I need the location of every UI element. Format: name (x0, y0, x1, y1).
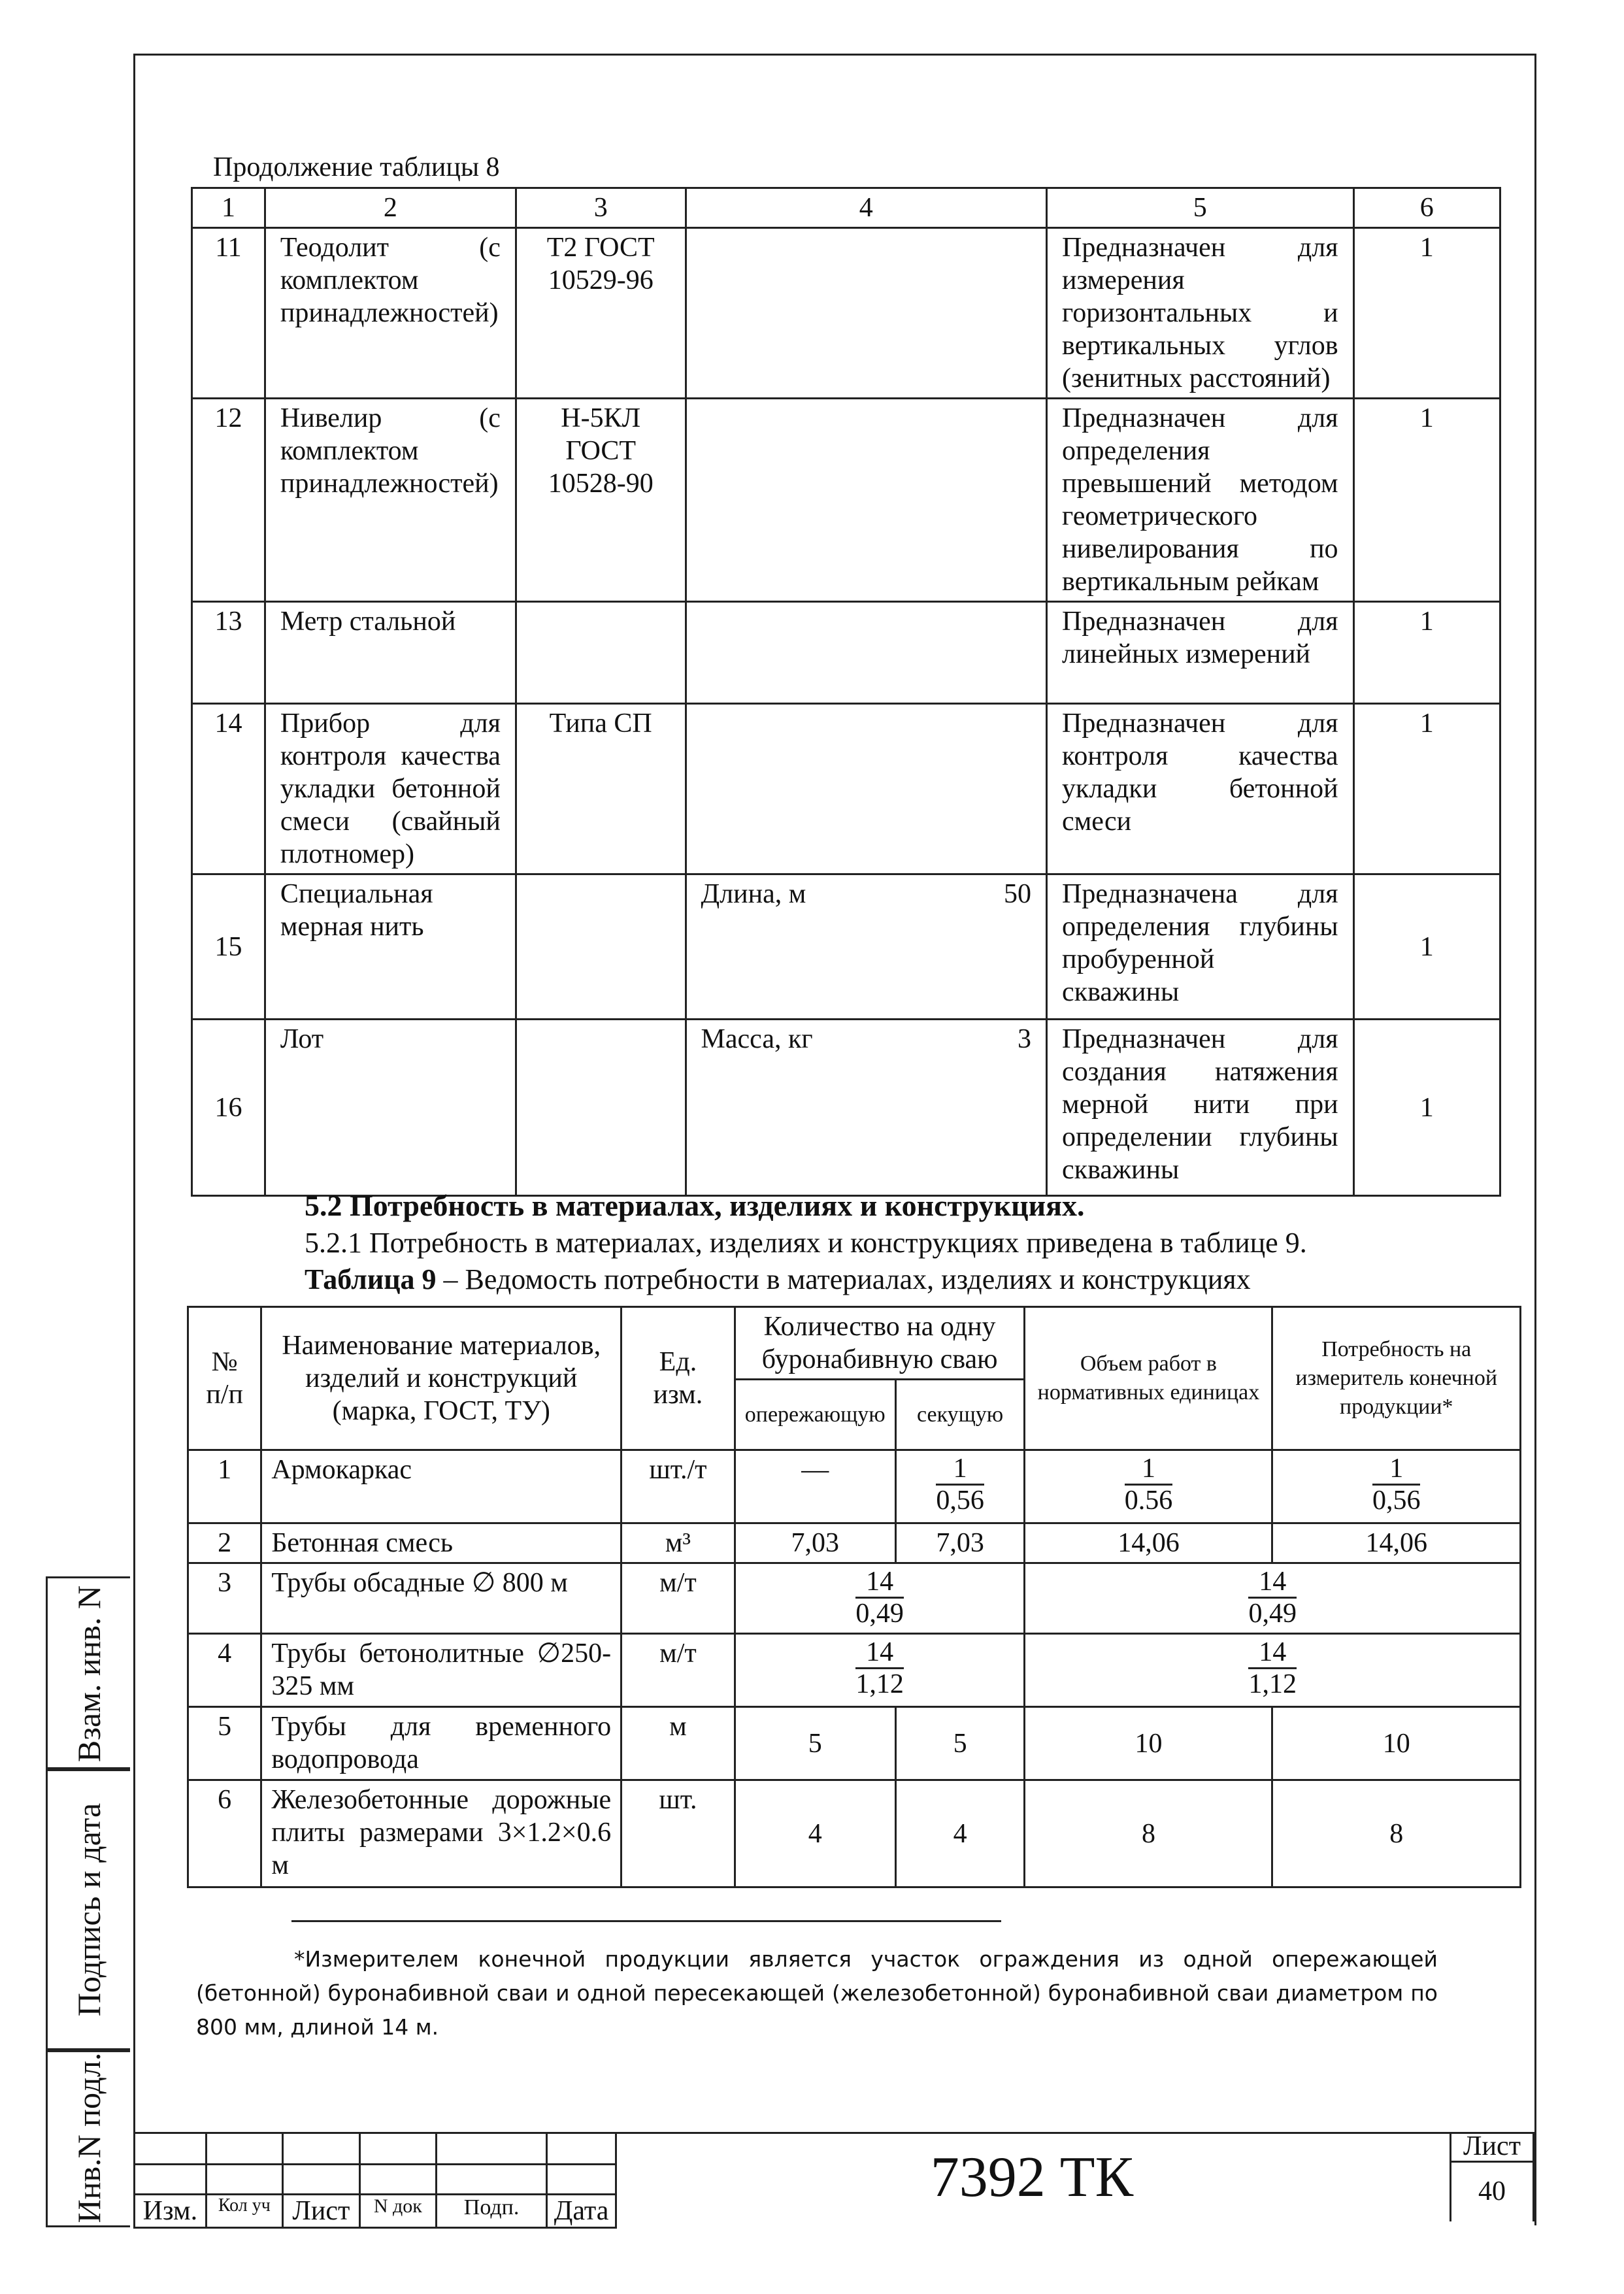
row-number: 16 (192, 1020, 265, 1196)
material-unit: м/т (621, 1563, 735, 1634)
header-unit: Ед. изм. (621, 1307, 735, 1450)
table9-row (188, 1450, 1521, 1523)
fraction-numerator: 14 (855, 1637, 904, 1669)
revision-col-label: Подп. (437, 2195, 547, 2228)
qty-leading: 7,03 (735, 1523, 895, 1563)
table9-row (188, 1563, 1521, 1634)
header-secant: секущую (895, 1380, 1025, 1450)
instrument-purpose: Предназначен для измерения горизонтальных и вертикальных углов (зенитных расстояний) (1047, 228, 1354, 399)
fraction-numerator: 1 (936, 1454, 984, 1486)
table8-row (192, 1020, 1500, 1196)
instrument-purpose: Предназначен для определения превышений методом геометрического нивелирования по вертикальным рейкам (1047, 399, 1354, 602)
instrument-qty: 1 (1353, 874, 1500, 1020)
header-need: Потребность на измеритель конечной продукции* (1272, 1307, 1521, 1450)
table8-header-cell: 5 (1047, 188, 1354, 228)
revision-col-label: Кол уч (206, 2195, 282, 2228)
instrument-type (516, 874, 686, 1020)
instrument-type: Т2 ГОСТ 10529-96 (516, 228, 686, 399)
instrument-param (686, 602, 1047, 704)
instrument-type (516, 602, 686, 704)
qty-merged (735, 1563, 1025, 1634)
instrument-name: Лот (265, 1020, 516, 1196)
need: 10 (1272, 1707, 1521, 1780)
row-number: 5 (188, 1707, 261, 1780)
material-unit: шт./т (621, 1450, 735, 1523)
row-number: 2 (188, 1523, 261, 1563)
fraction-denominator: 0.56 (1124, 1486, 1173, 1516)
table9-row (188, 1780, 1521, 1887)
title-block (133, 2131, 1533, 2226)
table9-row (188, 1523, 1521, 1563)
param-value: 50 (1004, 879, 1032, 909)
instrument-name: Метр стальной (265, 602, 516, 704)
qty-leading: 5 (735, 1707, 895, 1780)
material-name: Трубы бетонолитные ∅250-325 мм (261, 1634, 621, 1707)
instrument-param (686, 704, 1047, 874)
fraction-numerator: 1 (1372, 1454, 1421, 1486)
table8 (191, 187, 1501, 1197)
table9-row (188, 1634, 1521, 1707)
instrument-param (686, 874, 1047, 1020)
instrument-qty: 1 (1353, 228, 1500, 399)
material-unit: м (621, 1707, 735, 1780)
need (1272, 1450, 1521, 1523)
side-label: Подпись и дата (71, 1803, 107, 2017)
header-leading: опережающую (735, 1380, 895, 1450)
document-code: 7392 ТК (930, 2146, 1134, 2209)
instrument-purpose: Предназначен для линейных измерений (1047, 602, 1354, 704)
table8-row (192, 704, 1500, 874)
table8-header-cell: 4 (686, 188, 1047, 228)
row-number: 12 (192, 399, 265, 602)
instrument-name: Прибор для контроля качества укладки бетонной смеси (свайный плотномер) (265, 704, 516, 874)
param-label: Длина, м (701, 879, 806, 909)
fraction-denominator: 0,56 (936, 1486, 984, 1516)
revision-col-label: N док (359, 2195, 436, 2228)
side-stamp-signature (46, 1767, 130, 2052)
table8-header-cell: 3 (516, 188, 686, 228)
material-unit: м³ (621, 1523, 735, 1563)
volume-merged (1025, 1634, 1521, 1707)
instrument-param (686, 399, 1047, 602)
fraction-numerator: 1 (1125, 1454, 1173, 1486)
instrument-name: Теодолит (с комплектом принадлежностей) (265, 228, 516, 399)
side-stamp-replace (46, 1576, 130, 1771)
revision-grid (133, 2132, 617, 2229)
section-paragraph: 5.2.1 Потребность в материалах, изделиях и конструкциях приведена в таблице 9. (305, 1227, 1307, 1259)
volume-merged (1025, 1563, 1521, 1634)
instrument-name: Нивелир (с комплектом принадлежностей) (265, 399, 516, 602)
material-unit: шт. (621, 1780, 735, 1887)
header-quantity: Количество на одну буронабивную сваю (735, 1307, 1025, 1380)
side-label: Инв.N подл. (71, 2052, 107, 2223)
qty-secant (895, 1450, 1025, 1523)
row-number: 11 (192, 228, 265, 399)
row-number: 4 (188, 1634, 261, 1707)
table8-header-cell: 1 (192, 188, 265, 228)
sheet-box (1450, 2132, 1534, 2221)
qty-merged (735, 1634, 1025, 1707)
material-name: Железобетонные дорожные плиты размерами 3×1.2×0.6 м (261, 1780, 621, 1887)
table8-row (192, 399, 1500, 602)
header-name: Наименование материалов, изделий и конструкций (марка, ГОСТ, ТУ) (261, 1307, 621, 1450)
need: 8 (1272, 1780, 1521, 1887)
header-volume: Объем работ в нормативных единицах (1025, 1307, 1272, 1450)
table8-row (192, 228, 1500, 399)
table9-caption-text: – Ведомость потребности в материалах, изделиях и конструкциях (436, 1263, 1251, 1295)
instrument-qty: 1 (1353, 399, 1500, 602)
instrument-type (516, 1020, 686, 1196)
instrument-param (686, 1020, 1047, 1196)
row-number: 15 (192, 874, 265, 1020)
table8-row (192, 602, 1500, 704)
work-volume (1025, 1450, 1272, 1523)
instrument-type: Типа СП (516, 704, 686, 874)
section-heading: 5.2 Потребность в материалах, изделиях и конструкциях. (305, 1189, 1085, 1222)
table9-caption-label: Таблица 9 (305, 1263, 437, 1295)
sheet-number: 40 (1478, 2176, 1506, 2206)
row-number: 3 (188, 1563, 261, 1634)
revision-col-label: Дата (547, 2195, 616, 2228)
fraction-numerator: 14 (1248, 1637, 1297, 1669)
fraction-numerator: 14 (1248, 1567, 1297, 1599)
header-number: № п/п (188, 1307, 261, 1450)
table8-header-cell: 2 (265, 188, 516, 228)
table9 (187, 1306, 1521, 1888)
footnote: *Измерителем конечной продукции является участок ограждения из одной опережающей (бетонной) буронабивной сваи и одной пересекающей (железобетонной) буронабивной сваи диаметром по 800 мм, длиной 14 м. (196, 1946, 1438, 2040)
work-volume: 10 (1025, 1707, 1272, 1780)
fraction-denominator: 1,12 (855, 1669, 904, 1699)
fraction-denominator: 0,49 (1248, 1599, 1297, 1629)
material-name: Армокаркас (261, 1450, 621, 1523)
row-number: 14 (192, 704, 265, 874)
instrument-type: Н-5КЛ ГОСТ 10528-90 (516, 399, 686, 602)
qty-leading: 4 (735, 1780, 895, 1887)
instrument-purpose: Предназначена для определения глубины пробуренной скважины (1047, 874, 1354, 1020)
qty-secant: 4 (895, 1780, 1025, 1887)
qty-secant: 7,03 (895, 1523, 1025, 1563)
param-value: 3 (1018, 1024, 1032, 1054)
param-label: Масса, кг (701, 1024, 813, 1054)
fraction-numerator: 14 (855, 1567, 904, 1599)
row-number: 1 (188, 1450, 261, 1523)
fraction-denominator: 0,49 (855, 1599, 904, 1629)
side-label: Взам. инв. N (71, 1585, 107, 1763)
work-volume: 8 (1025, 1780, 1272, 1887)
table9-caption (305, 1263, 1251, 1296)
table8-header (192, 188, 1500, 228)
instrument-purpose: Предназначен для контроля качества укладки бетонной смеси (1047, 704, 1354, 874)
side-stamp-original (46, 2048, 130, 2227)
material-unit: м/т (621, 1634, 735, 1707)
fraction-denominator: 0,56 (1372, 1486, 1421, 1516)
instrument-qty: 1 (1353, 1020, 1500, 1196)
need: 14,06 (1272, 1523, 1521, 1563)
qty-leading: — (735, 1450, 895, 1523)
revision-col-label: Лист (283, 2195, 360, 2228)
instrument-purpose: Предназначен для создания натяжения мерной нити при определении глубины скважины (1047, 1020, 1354, 1196)
table8-caption: Продолжение таблицы 8 (213, 152, 500, 182)
row-number: 6 (188, 1780, 261, 1887)
sheet-label: Лист (1451, 2132, 1533, 2163)
material-name: Бетонная смесь (261, 1523, 621, 1563)
row-number: 13 (192, 602, 265, 704)
work-volume: 14,06 (1025, 1523, 1272, 1563)
instrument-name: Специальная мерная нить (265, 874, 516, 1020)
qty-secant: 5 (895, 1707, 1025, 1780)
instrument-qty: 1 (1353, 602, 1500, 704)
material-name: Трубы для временного водопровода (261, 1707, 621, 1780)
footnote-rule (291, 1920, 1001, 1922)
revision-col-label: Изм. (135, 2195, 207, 2228)
table8-header-cell: 6 (1353, 188, 1500, 228)
fraction-denominator: 1,12 (1248, 1669, 1297, 1699)
instrument-param (686, 228, 1047, 399)
material-name: Трубы обсадные ∅ 800 м (261, 1563, 621, 1634)
instrument-qty: 1 (1353, 704, 1500, 874)
table9-row (188, 1707, 1521, 1780)
table8-row (192, 874, 1500, 1020)
table9-header (188, 1307, 1521, 1380)
